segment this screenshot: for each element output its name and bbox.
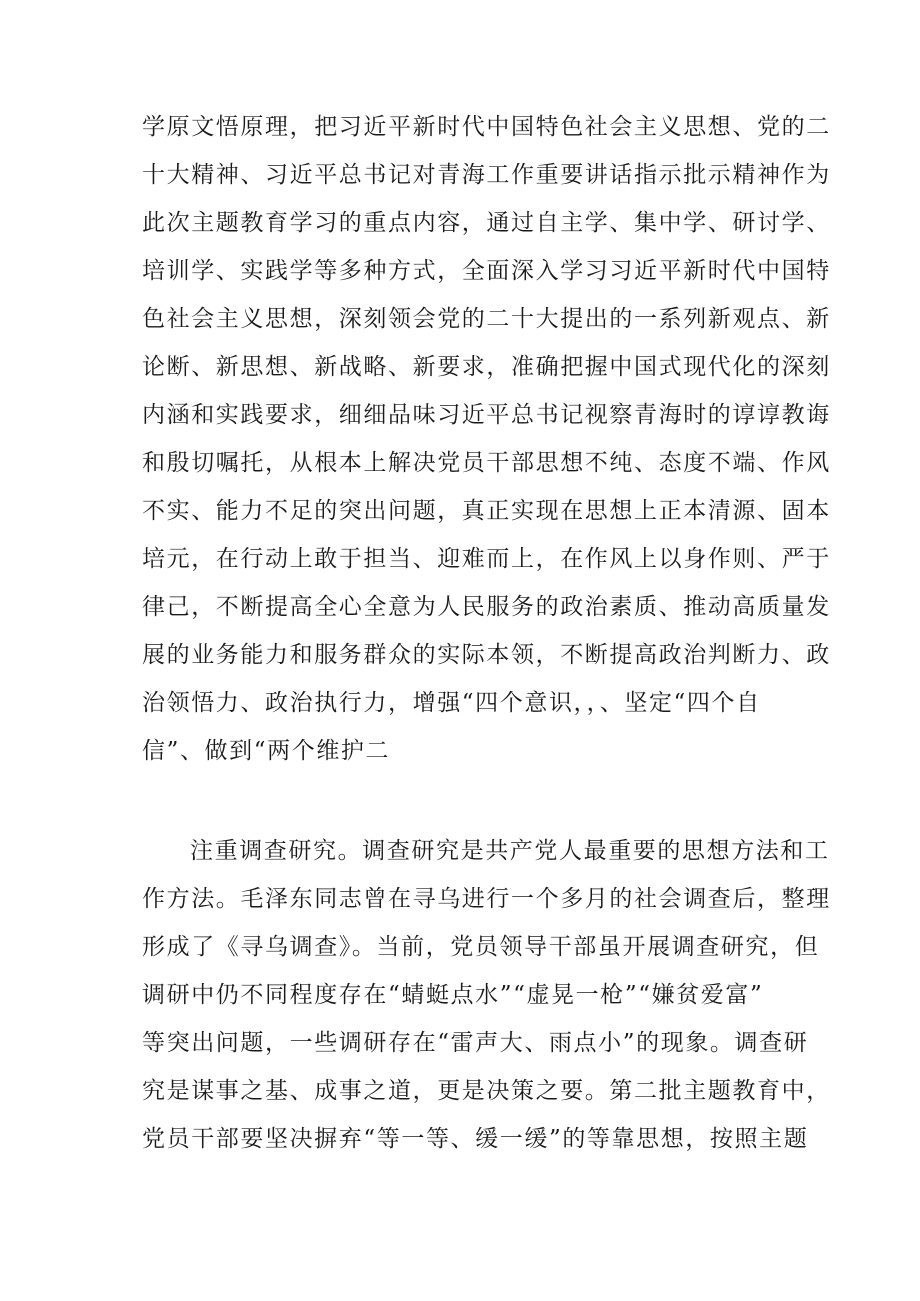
paragraph-1-line: 此次主题教育学习的重点内容，通过自主学、集中学、研讨学、: [142, 210, 831, 236]
paragraph-1-line: 十大精神、习近平总书记对青海工作重要讲话指示批示精神作为: [142, 162, 831, 188]
paragraph-1-line: 内涵和实践要求，细细品味习近平总书记视察青海时的谆谆教诲: [142, 402, 831, 428]
paragraph-1-line: 论断、新思想、新战略、新要求，准确把握中国式现代化的深刻: [142, 354, 831, 380]
paragraph-1-line: 培元，在行动上敢于担当、迎难而上，在作风上以身作则、严于: [142, 546, 831, 572]
paragraph-2-line: 等突出问题，一些调研存在“雷声大、雨点小”的现象。调查研: [142, 1030, 809, 1056]
paragraph-2-line: 究是谋事之基、成事之道，更是决策之要。第二批主题教育中，: [142, 1078, 831, 1104]
paragraph-2-line: 注重调查研究。调查研究是共产党人最重要的思想方法和工: [190, 838, 830, 864]
paragraph-2-line: 调研中仍不同程度存在“蜻蜓点水”“虚晃一枪”“嫌贫爱富”: [142, 982, 764, 1008]
paragraph-1-line: 培训学、实践学等多种方式，全面深入学习习近平新时代中国特: [142, 258, 831, 284]
paragraph-1-line: 治领悟力、政治执行力，增强“四个意识，，、坚定“四个自: [142, 690, 761, 716]
paragraph-1-line: 展的业务能力和服务群众的实际本领，不断提高政治判断力、政: [142, 642, 831, 668]
paragraph-1-line: 色社会主义思想，深刻领会党的二十大提出的一系列新观点、新: [142, 306, 831, 332]
paragraph-2-line: 党员干部要坚决摒弃“等一等、缓一缓”的等靠思想，按照主题: [142, 1126, 809, 1152]
paragraph-1-line: 不实、能力不足的突出问题，真正实现在思想上正本清源、固本: [142, 498, 831, 524]
paragraph-1-line: 学原文悟原理，把习近平新时代中国特色社会主义思想、党的二: [142, 114, 831, 140]
paragraph-2-line: 形成了《寻乌调查》。当前，党员领导干部虽开展调查研究，但: [142, 934, 820, 960]
paragraph-1-line: 和殷切嘱托，从根本上解决党员干部思想不纯、态度不端、作风: [142, 450, 831, 476]
paragraph-2-line: 作方法。毛泽东同志曾在寻乌进行一个多月的社会调查后，整理: [142, 886, 831, 912]
paragraph-1-line: 信”、做到“两个维护二: [142, 738, 391, 764]
paragraph-1-line: 律己，不断提高全心全意为人民服务的政治素质、推动高质量发: [142, 594, 831, 620]
